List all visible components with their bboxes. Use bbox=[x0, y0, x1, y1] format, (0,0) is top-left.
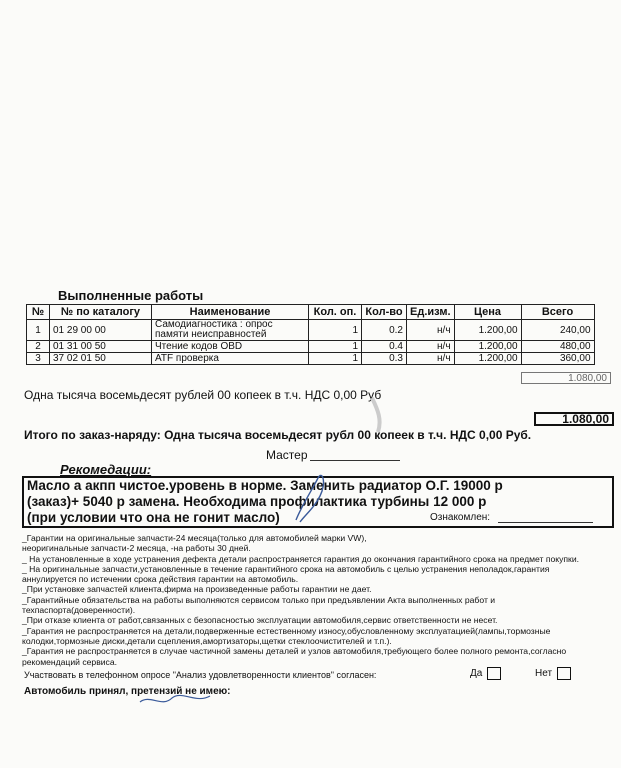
signature-stroke bbox=[296, 475, 324, 522]
col-num: № bbox=[27, 305, 50, 320]
note-line: аннулируется по истечении срока действия гарантии на автомобиль. bbox=[22, 574, 299, 585]
note-line: _Гарантия не распространяется на детали,подверженные естественному износу,обусловленному эксплуатацией(лампы,тормозные bbox=[22, 625, 551, 636]
cell: ATF проверка bbox=[152, 353, 309, 365]
cell: 2 bbox=[27, 341, 50, 353]
col-catalog: № по каталогу bbox=[50, 305, 152, 320]
note-line: техпаспорта(доверенности). bbox=[22, 605, 136, 616]
cell: 1.200,00 bbox=[454, 341, 521, 353]
signature-stroke bbox=[140, 695, 210, 702]
note-line: _ На установленные в ходе устранения дефекта детали распространяется гарантия до окончания гарантийного срока на предмет покупки. bbox=[22, 553, 580, 564]
order-total: Итого по заказ-наряду: Одна тысяча восемьдесят рубл 00 копеек в т.ч. НДС 0,00 Руб. bbox=[24, 428, 532, 442]
cell: 240,00 bbox=[521, 320, 594, 341]
note-line: рекомендаций сервиса. bbox=[22, 656, 118, 667]
recommendation-line: (заказ)+ 5040 р замена. Необходима профилактика турбины 12 000 р bbox=[27, 494, 487, 509]
cell: н/ч bbox=[407, 320, 455, 341]
cell: 3 bbox=[27, 353, 50, 365]
note-line: _Гарантии на оригинальные запчасти-24 месяца(только для автомобилей марки VW), bbox=[22, 533, 367, 543]
yes-label: Да bbox=[470, 668, 483, 679]
cell: 1 bbox=[309, 353, 362, 365]
note-line: неоригинальные запчасти-2 месяца, -на работы 30 дней. bbox=[22, 543, 251, 554]
cell: 0.3 bbox=[362, 353, 407, 365]
white-out-mark bbox=[372, 398, 380, 432]
cell: 1.200,00 bbox=[454, 320, 521, 341]
col-ops: Кол. оп. bbox=[309, 305, 362, 320]
cell: 0.4 bbox=[362, 341, 407, 353]
note-line: _ На оригинальные запчасти,установленные в течение гарантийного срока на автомобиль с целью устранения неполадок,гарантия bbox=[22, 563, 550, 574]
cell: 480,00 bbox=[521, 341, 594, 353]
recommendation-line: (при условии что она не гонит масло) bbox=[27, 510, 280, 525]
note-line: колодки,тормозные диски,детали сцепления,амортизаторы,щетки стеклоочистителей и т.п.). bbox=[22, 635, 392, 646]
cell: 0.2 bbox=[362, 320, 407, 341]
no-label: Нет bbox=[535, 668, 553, 679]
cell: 1 bbox=[309, 320, 362, 341]
section-title: Выполненные работы bbox=[58, 288, 204, 303]
cell: Чтение кодов OBD bbox=[152, 341, 309, 353]
recommendations-title: Рекомедации: bbox=[60, 462, 152, 477]
subtotal-box: 1.080,00 bbox=[521, 372, 611, 384]
col-unit: Ед.изм. bbox=[407, 305, 455, 320]
cell: 37 02 01 50 bbox=[50, 353, 152, 365]
note-line: _При отказе клиента от работ,связанных с безопасностью эксплуатации автомобиля,сервис ответственности не несет. bbox=[22, 615, 498, 626]
note-line: _Гарантийные обязательства на работы выполняются сервисом только при предъявлении Акта выполненных работ и bbox=[22, 594, 496, 605]
col-name: Наименование bbox=[152, 305, 309, 320]
cell: Самодиагностика : опрос памяти неисправностей bbox=[152, 320, 309, 341]
col-total: Всего bbox=[521, 305, 594, 320]
cell: н/ч bbox=[407, 353, 455, 365]
note-line: _При установке запчастей клиента,фирма на произведенные работы гарантии не дает. bbox=[22, 584, 372, 595]
cell: 1 bbox=[309, 341, 362, 353]
survey-consent-text: Участвовать в телефонном опросе "Анализ удовлетворенности клиентов" согласен: bbox=[24, 670, 377, 680]
cell: н/ч bbox=[407, 341, 455, 353]
master-label: Мастер bbox=[266, 448, 308, 462]
recommendation-line: Масло а акпп чистое.уровень в норме. Заменить радиатор О.Г. 19000 р bbox=[27, 478, 503, 493]
cell: 1.200,00 bbox=[454, 353, 521, 365]
col-qty: Кол-во bbox=[362, 305, 407, 320]
note-line: _Гарантия не распространяется в случае частичной замены деталей и узлов автомобиля,требующего более полного ремонта,согласно bbox=[22, 646, 567, 657]
cell: 01 31 00 50 bbox=[50, 341, 152, 353]
cell: 01 29 00 00 bbox=[50, 320, 152, 341]
col-price: Цена bbox=[454, 305, 521, 320]
amount-in-words: Одна тысяча восемьдесят рублей 00 копеек в т.ч. НДС 0,00 Руб bbox=[24, 388, 382, 402]
cell: 360,00 bbox=[521, 353, 594, 365]
acknowledged-label: Ознакомлен: bbox=[430, 512, 491, 523]
vehicle-accepted-text: Автомобиль принял, претензий не имею: bbox=[24, 686, 231, 697]
total-amount-box: 1.080,00 bbox=[534, 412, 614, 426]
cell: 1 bbox=[27, 320, 50, 341]
